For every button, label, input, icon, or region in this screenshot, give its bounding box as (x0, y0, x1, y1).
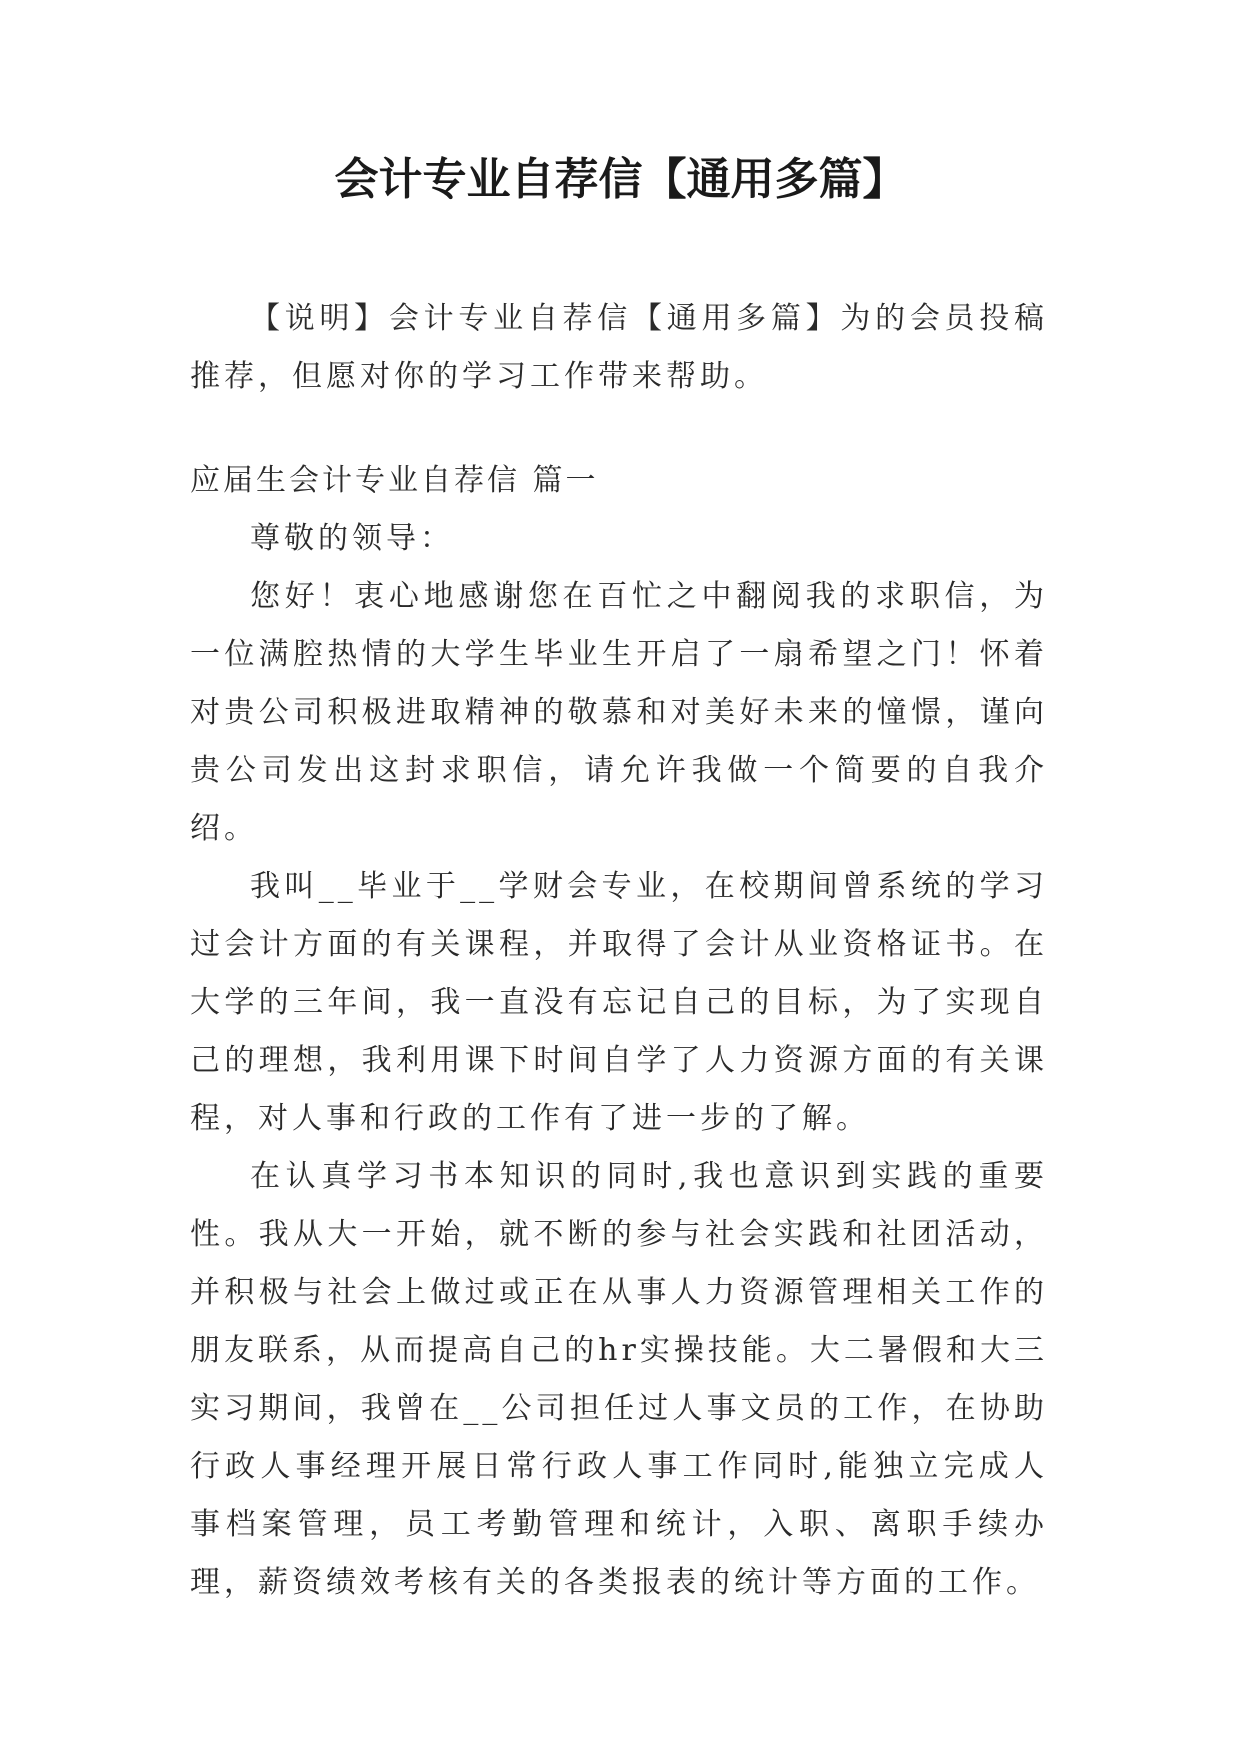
body-paragraph-1: 您好！衷心地感谢您在百忙之中翻阅我的求职信，为一位满腔热情的大学生毕业生开启了一扇希望之门！怀着对贵公司积极进取精神的敬慕和对美好未来的憧憬，谨向贵公司发出这封求职信，请允许我做一个简要的自我介绍。 (190, 579, 1048, 846)
body-paragraph-3: 在认真学习书本知识的同时,我也意识到实践的重要性。我从大一开始，就不断的参与社会实践和社团活动，并积极与社会上做过或正在从事人力资源管理相关工作的朋友联系，从而提高自己的hr实操技能。大二暑假和大三实习期间，我曾在__公司担任过人事文员的工作，在协助行政人事经理开展日常行政人事工作同时,能独立完成人事档案管理，员工考勤管理和统计，入职、离职手续办理，薪资绩效考核有关的各类报表的统计等方面的工作。 (190, 1159, 1048, 1600)
document-body (190, 290, 1048, 1612)
body-paragraph-2: 我叫__毕业于__学财会专业，在校期间曾系统的学习过会计方面的有关课程，并取得了会计从业资格证书。在大学的三年间，我一直没有忘记自己的目标，为了实现自己的理想，我利用课下时间自学了人力资源方面的有关课程，对人事和行政的工作有了进一步的了解。 (190, 869, 1048, 1136)
section-heading: 应届生会计专业自荐信 篇一 (190, 463, 599, 498)
salutation: 尊敬的领导： (250, 521, 454, 556)
intro-paragraph: 【说明】会计专业自荐信【通用多篇】为的会员投稿推荐，但愿对你的学习工作带来帮助。 (190, 301, 1048, 394)
document-title: 会计专业自荐信【通用多篇】 (334, 154, 907, 205)
